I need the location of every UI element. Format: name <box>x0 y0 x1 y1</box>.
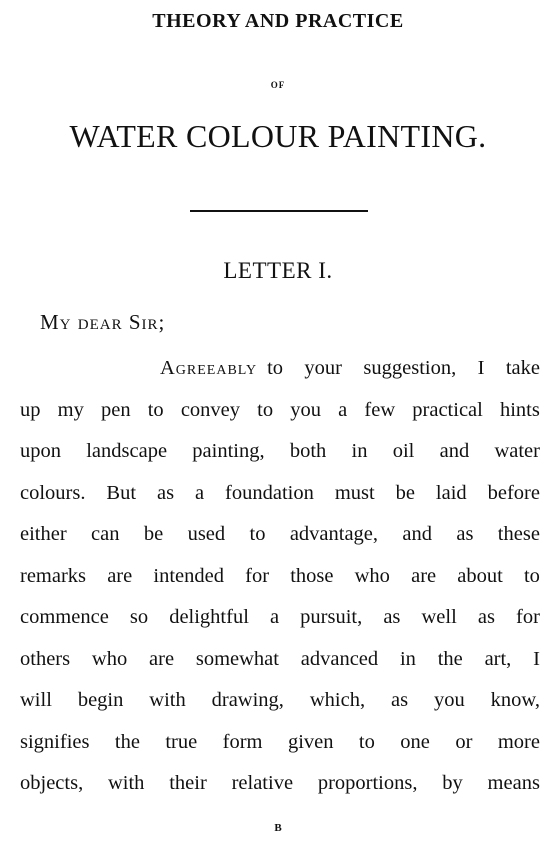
text-line: colours. But as a foundation must be laid before <box>20 481 540 504</box>
text-line: will begin with drawing, which, as you know, <box>20 689 540 711</box>
text-line: signifies the true form given to one or more <box>20 730 540 753</box>
text-line: up my pen to convey to you a few practical hints <box>20 398 540 421</box>
text-line: remarks are intended for those who are about to <box>20 564 540 587</box>
text-line: commence so delightful a pursuit, as well as for <box>20 606 540 628</box>
text-line: either can be used to advantage, and as these <box>20 523 540 545</box>
text-line: upon landscape painting, both in oil and water <box>20 440 540 462</box>
letter-body <box>20 348 540 805</box>
lead-word: Agreeably <box>160 357 258 379</box>
line-text: to your suggestion, I take <box>267 357 540 379</box>
title-line-top: THEORY AND PRACTICE <box>152 10 404 32</box>
page-title: WATER COLOUR PAINTING. <box>69 118 487 154</box>
text-line: others who are somewhat advanced in the art, I <box>20 647 540 670</box>
text-line: objects, with their relative proportions, by means <box>20 772 540 794</box>
letter-heading: LETTER I. <box>223 258 333 283</box>
salutation: My dear Sir; <box>40 310 166 334</box>
signature-mark: B <box>274 822 282 834</box>
title-divider <box>190 210 368 212</box>
title-line-of: OF <box>270 80 286 90</box>
text-line <box>20 348 540 390</box>
